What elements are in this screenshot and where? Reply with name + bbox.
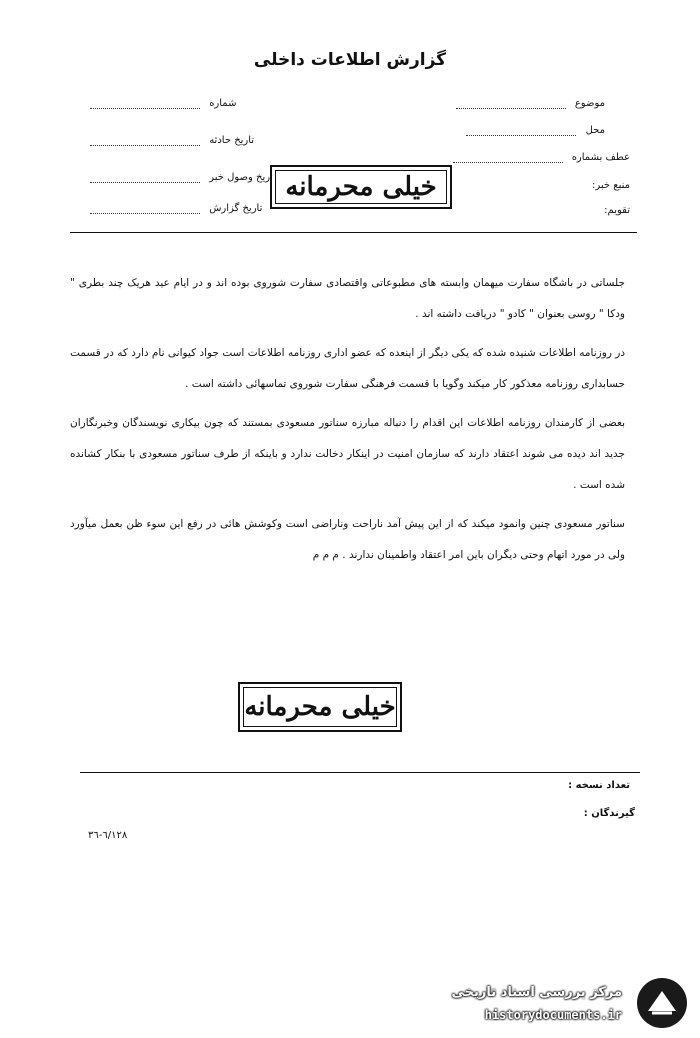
field-report-date [90,203,262,214]
body-paragraph: بعضی از کارمندان روزنامه اطلاعات این اقدام را دنباله مبارزه سناتور مسعودی بمستند که چون بیکاری نویسندگان وخبرنگاران جدید اند دیده می شوند اعتقاد دارند که سازمان امنیت در اینکار دخالت ندارد و باینکه از طرف سناتور مسعودی با بنکار کشانده شده است . [70,417,625,491]
recipients: گیرندگان : [583,808,635,819]
field-receipt-date [90,172,276,183]
watermark-org: مرکز بررسی اسناد تاریخی [451,985,622,1000]
header-divider [70,232,637,233]
field-location [466,125,605,136]
document-reference: ٦/١٢٨-٣٦ [88,830,128,841]
body-paragraph: جلساتی در باشگاه سفارت میهمان وابسته های مطبوعاتی واقتصادی سفارت شوروی بوده اند و در ایام عید هریک چند بطری " ودکا " روسی بعنوان " کادو " دریافت داشته اند . [70,277,625,320]
field-source [592,180,630,191]
field-reference-number-line [453,162,563,163]
field-subject-line [456,108,566,109]
confidential-stamp-top: خیلی محرمانه [270,165,452,209]
field-calendar-label: تقویم: [604,205,630,216]
field-reference-number-label: عطف بشماره [571,152,630,163]
field-receipt-date-line [90,182,200,183]
field-subject-label: موضوع [574,98,605,109]
body-paragraph: در روزنامه اطلاعات شنیده شده که یکی دیگر از اینعده که عضو اداری روزنامه اطلاعات است جواد کیوانی نام دارد که در قسمت حسابداری روزنامه معذکور کار میکند وگویا با قسمت فرهنگی سفارت شوروی تماسهائی داشته است . [70,347,625,390]
field-source-label: منبع خبر: [592,180,630,191]
field-reference-number [453,152,631,163]
field-location-label: محل [585,125,605,136]
confidential-stamp-bottom: خیلی محرمانه [238,682,402,732]
field-number-line [90,108,200,109]
copies-count: تعداد نسخه : [568,780,630,791]
footer-divider [80,772,640,773]
field-report-date-label: تاریخ گزارش [209,203,263,214]
field-incident-date-label: تاریخ حادثه [209,135,255,146]
field-incident-date-line [90,145,200,146]
report-body [70,268,625,579]
field-number-label: شماره [209,98,237,109]
archive-logo-icon [634,975,690,1031]
field-number [90,98,236,109]
field-subject [456,98,605,109]
field-location-line [466,135,576,136]
body-paragraph: سناتور مسعودی چنین وانمود میکند که از این پیش آمد ناراحت وناراضی است وکوشش هائی در رفع این سوء ظن بعمل میآورد ولی در مورد اتهام وحتی دیگران باین امر اعتقاد واطمینان ندارند . م م م [70,518,625,561]
field-report-date-line [90,213,200,214]
field-calendar [604,205,630,216]
report-title: گزارش اطلاعات داخلی [253,50,447,70]
field-incident-date [90,135,254,146]
field-receipt-date-label: تاریخ وصول خبر [209,172,276,183]
watermark-url: historydocuments.ir [484,1008,622,1022]
